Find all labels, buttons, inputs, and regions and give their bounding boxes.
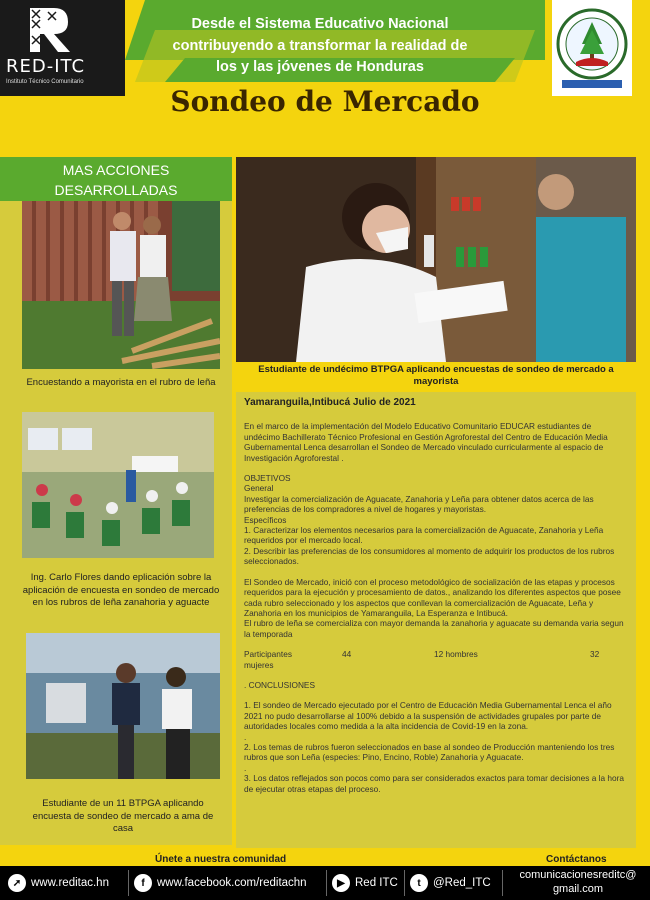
photo-wholesaler-caption: Estudiante de undécimo BTPGA aplicando encuestas de sondeo de mercado a mayorista <box>258 364 614 387</box>
conclusions-title: . CONCLUSIONES <box>244 679 315 690</box>
article-location-date: Yamaranguila,Intibucá Julio de 2021 <box>244 397 416 408</box>
section-heading-line-1: MAS ACCIONES <box>62 162 170 178</box>
section-heading <box>0 157 232 201</box>
conclusion-2: 2. Los temas de rubros fueron seleccionados en base al sondeo de Producción manteniendo los tres rubros que son Leña (especies: Pino, Encino, Roble) Zanahoria y Aguacate. <box>244 741 615 763</box>
photo-classroom-session-image <box>22 412 214 558</box>
section-heading-line-2: DESARROLLADAS <box>54 182 178 198</box>
specific-objective-2: 2. Describir las preferencias de los consumidores al momento de adquirir los productos de los rubros seleccionados. <box>244 545 615 567</box>
specific-objective-1: 1. Caracterizar los elementos necesarios para la comercialización de Aguacate, Zanahoria y Leña requeridos por el mercado local. <box>244 525 604 546</box>
firewood-text: El rubro de leña se comercializa con mayor demanda la zanahoria y aguacate su demanda varia segun la temporada <box>244 618 624 639</box>
general-objective-text: Investigar la comercialización de Aguacate, Zanahoria y Leña para obtener datos acerca de las preferencias de los compradores a nivel de hogares y mayoristas. <box>244 493 594 515</box>
banner-line-1: Desde el Sistema Educativo Nacional <box>191 16 449 32</box>
photo-housewife-survey <box>26 633 220 779</box>
participants-label: Participantes <box>244 649 292 660</box>
cursor-icon: ➚ <box>8 874 26 892</box>
caption-housewife-survey: Estudiante de un 11 BTPGA aplicando encuesta de sondeo de mercado a ama de casa <box>32 798 214 834</box>
photo-firewood-survey <box>22 201 220 369</box>
banner <box>95 0 545 82</box>
article: Yamaranguila,Intibucá Julio de 2021 En el marco de la implementación del Modelo Educativo Comunitario EDUCAR estudiantes de undécimo Bachillerato Técnico Profesional en Gestión Agroforestal del Centro de Educación Media Gubernamental Lenca desarrollan el Sondeo de Mercado vinculado curricularmente al espacio de Investigación Agroforestal . OBJETIVOS General Investigar la comercialización de Aguacate, Zanahoria y Leña para obtener datos acerca de las preferencias de los compradores a nivel de hogares y mayoristas. Específicos 1. Caracterizar los elementos necesarios para la comercialización de Aguacate, Zanahoria y Leña requeridos por el mercado local. 2. Describir las preferencias de los consumidores al momento de adquirir los productos de los rubros seleccionados. El Sondeo de Mercado, inició con el proceso metodológico de socialización de las etapas y procesos requeridos para la ejecución y procesamiento de datos., analizando los diferentes aspectos que posee cada rubro seleccionado y los aspectos que conllevan la comercialización de Aguacate, Leña y Zanahoria en los municipios de Yamaranguila, La Esperanza e Intibucá. El rubro de leña se comercializa con mayor demanda la zanahoria y aguacate su demanda varia segun la temporada Participantes 44 12 hombres 32 mujeres . CONCLUSIONES 1. El sondeo de Mercado ejecutado por el Centro de Educación Media Gubernamental Lenca el año 2021 no pudo desarrollarse al 100% debido a la suspensión de actividades grupales por parte de autoridades locales como medida a la alta incidencia de Covid-19 en la zona. . 2. Los temas de rubros fueron seleccionados en base al sondeo de Producción manteniendo los tres rubros que son Leña (especies: Pino, Encino, Roble) Zanahoria y Aguacate. . 3. Los datos reflejados son pocos como para ser considerados exactos para tomar decisiones a la hora de ejecutar otras etapas del proceso. <box>236 392 636 848</box>
photo-wholesaler-survey <box>236 157 636 362</box>
photo-wholesaler-survey-image <box>236 157 636 362</box>
header <box>0 0 650 140</box>
footer-twitter-text: @Red_ITC <box>433 877 491 889</box>
footer-website[interactable] <box>8 866 109 900</box>
twitter-icon: t <box>410 874 428 892</box>
r-logo-icon <box>28 6 72 54</box>
footer-twitter[interactable] <box>410 866 491 900</box>
footer-email[interactable] <box>508 868 648 896</box>
footer-divider <box>326 870 327 896</box>
caption-classroom-session: Ing. Carlo Flores dando eplicación sobre la aplicación de encuesta en sondeo de mercado en los rubros de leña zanahoria y aguacte <box>22 572 220 608</box>
left-column <box>0 201 232 845</box>
photo-firewood-survey-image <box>22 201 220 369</box>
participants-women-count: 32 <box>590 649 600 660</box>
logo-subtitle: Instituto Técnico Comunitario <box>6 79 84 85</box>
facebook-icon: f <box>134 874 152 892</box>
photo-housewife-survey-image <box>26 633 220 779</box>
banner-line-3: los y las jóvenes de Honduras <box>216 59 424 75</box>
photo-classroom-session <box>22 412 214 558</box>
caption-firewood-survey: Encuestando a mayorista en el rubro de leña <box>26 377 216 388</box>
general-objective-title: General <box>244 483 274 494</box>
participants-women-label: mujeres <box>244 659 274 670</box>
footer-divider <box>502 870 503 896</box>
page-title: Sondeo de Mercado <box>170 85 480 118</box>
footer-divider <box>128 870 129 896</box>
footer-email-line-2: gmail.com <box>552 883 604 895</box>
conclusion-3: 3. Los datos reflejados son pocos como para ser considerados exactos para tomar decisiones a la hora de ejecutar otras etapas del proceso. <box>244 773 625 794</box>
footer-bar <box>0 866 650 900</box>
footer-facebook-text: www.facebook.com/reditachn <box>157 877 307 889</box>
process-text: El Sondeo de Mercado, inició con el proceso metodológico de socialización de las etapas y procesos requeridos para la ejecución y procesamiento de datos., analizando los diferentes aspectos que posee cada rubro seleccionado y los aspectos que conllevan la comercialización de Aguacate, Leña y Zanahoria en los municipios de Yamaranguila, La Esperanza e Intibucá. <box>244 576 621 618</box>
school-seal <box>552 0 632 96</box>
conclusion-1: 1. El sondeo de Mercado ejecutado por el Centro de Educación Media Gubernamental Lenca el año 2021 no pudo desarrollarse al 100% debido a la suspensión de actividades grupales por parte de autoridades locales como medida a la alta incidencia de Covid-19 en la zona. <box>244 700 612 732</box>
footer-youtube[interactable] <box>332 866 398 900</box>
banner-line-2: contribuyendo a transformar la realidad de <box>172 38 468 54</box>
school-seal-icon <box>556 4 628 92</box>
footer-youtube-text: Red ITC <box>355 877 398 889</box>
footer-email-line-1: comunicacionesreditc@ <box>519 869 637 881</box>
logo-name: RED-ITC <box>6 56 86 77</box>
footer-divider <box>404 870 405 896</box>
footer-website-text: www.reditac.hn <box>31 877 109 889</box>
specific-objectives-title: Específicos <box>244 514 287 525</box>
article-intro: En el marco de la implementación del Modelo Educativo Comunitario EDUCAR estudiantes de undécimo Bachillerato Técnico Profesional en Gestión Agroforestal del Centro de Educación Media Gubernamental Lenca desarrollan el Sondeo de Mercado vinculado curricularmente al espacio de Investigación Agroforestal . <box>244 421 608 463</box>
footer-facebook[interactable] <box>134 866 307 900</box>
youtube-icon: ▶ <box>332 874 350 892</box>
join-community-label: Únete a nuestra comunidad <box>155 854 287 865</box>
contact-label: Contáctanos <box>546 854 607 865</box>
objectives-title: OBJETIVOS <box>244 473 291 484</box>
participants-men: 12 hombres <box>434 649 478 660</box>
participants-row <box>244 649 628 659</box>
participants-total: 44 <box>342 649 352 660</box>
